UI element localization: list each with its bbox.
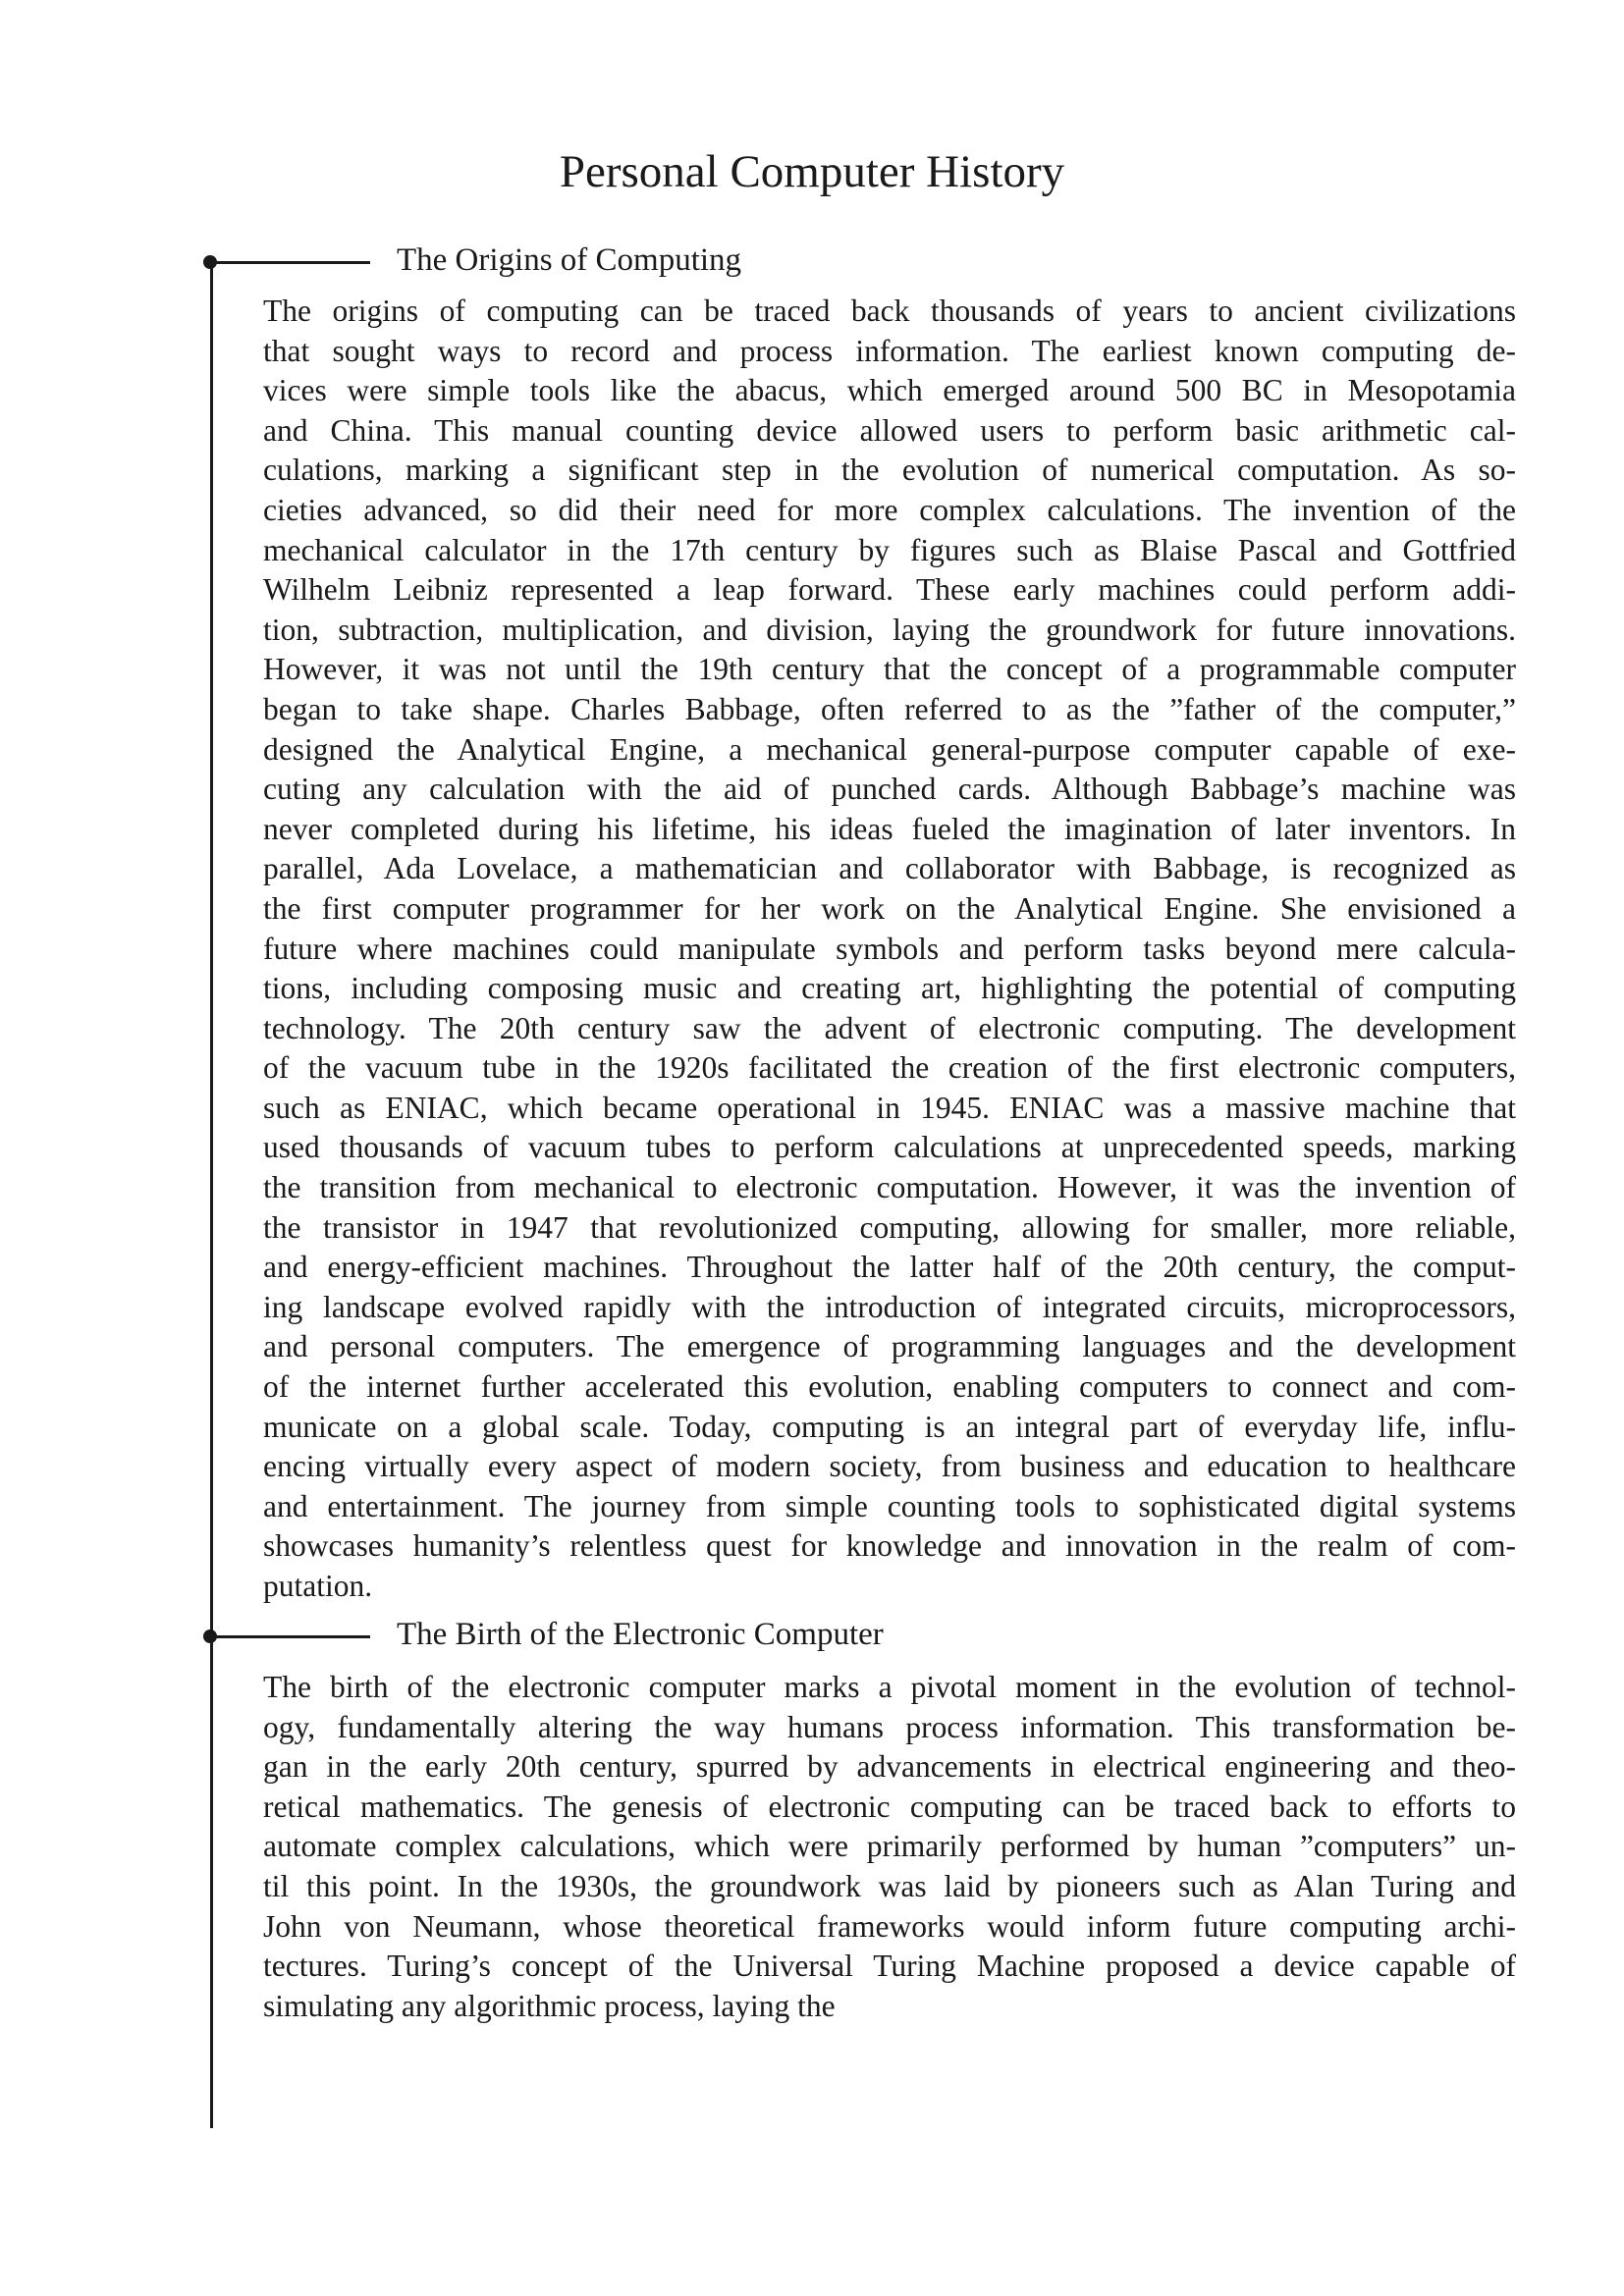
paragraph-line: tectures. Turing’s concept of the Universal Turing Machine proposed a device capable of: [263, 1949, 1516, 1984]
timeline-line: [210, 258, 213, 2128]
paragraph-line: used thousands of vacuum tubes to perform calculations at unprecedented speeds, marking: [263, 1130, 1516, 1165]
paragraph-line: encing virtually every aspect of modern society, from business and education to healthcare: [263, 1449, 1516, 1484]
paragraph-line: designed the Analytical Engine, a mechanical general-purpose computer capable of exe-: [263, 731, 1516, 767]
paragraph-line: simulating any algorithmic process, laying the: [263, 1988, 836, 2023]
paragraph-line: Wilhelm Leibniz represented a leap forward. These early machines could perform addi-: [263, 572, 1516, 608]
paragraph-line: tion, subtraction, multiplication, and division, laying the groundwork for future innovations.: [263, 612, 1516, 647]
paragraph-line: ing landscape evolved rapidly with the introduction of integrated circuits, microprocessors,: [263, 1289, 1516, 1324]
timeline-tick: [210, 1635, 370, 1638]
paragraph-line: putation.: [263, 1569, 373, 1603]
paragraph-line: parallel, Ada Lovelace, a mathematician and collaborator with Babbage, is recognized as: [263, 851, 1516, 886]
paragraph-line: retical mathematics. The genesis of electronic computing can be traced back to efforts to: [263, 1789, 1516, 1824]
paragraph-line: tions, including composing music and creating art, highlighting the potential of computing: [263, 971, 1516, 1006]
paragraph-line: The birth of the electronic computer marks a pivotal moment in the evolution of technol-: [263, 1670, 1516, 1704]
paragraph-line: the first computer programmer for her work on the Analytical Engine. She envisioned a: [263, 890, 1516, 926]
paragraph-line: and energy-efficient machines. Throughout the latter half of the 20th century, the comput-: [263, 1250, 1516, 1285]
timeline-tick: [210, 261, 370, 264]
paragraph-line: of the vacuum tube in the 1920s facilitated the creation of the first electronic computers,: [263, 1050, 1516, 1086]
paragraph-line: and China. This manual counting device allowed users to perform basic arithmetic cal-: [263, 412, 1516, 448]
paragraph-line: John von Neumann, whose theoretical frameworks would inform future computing archi-: [263, 1908, 1516, 1944]
paragraph-line: showcases humanity’s relentless quest for knowledge and innovation in the realm of com-: [263, 1528, 1516, 1564]
paragraph-line: the transition from mechanical to electronic computation. However, it was the invention of: [263, 1170, 1516, 1205]
paragraph-line: technology. The 20th century saw the advent of electronic computing. The development: [263, 1010, 1516, 1045]
paragraph-line: municate on a global scale. Today, computing is an integral part of everyday life, influ-: [263, 1409, 1516, 1444]
paragraph-line: The origins of computing can be traced back thousands of years to ancient civilizations: [263, 294, 1516, 328]
paragraph-line: future where machines could manipulate symbols and perform tasks beyond mere calcula-: [263, 931, 1516, 966]
section-marker: [203, 1629, 370, 1644]
section-body-electronic: [263, 1668, 1516, 2026]
paragraph-line: cuting any calculation with the aid of punched cards. Although Babbage’s machine was: [263, 772, 1516, 807]
paragraph-line: of the internet further accelerated this evolution, enabling computers to connect and com-: [263, 1369, 1516, 1405]
section-body-origins: [263, 292, 1516, 1607]
paragraph-line: However, it was not until the 19th century that the concept of a programmable computer: [263, 652, 1516, 687]
section-heading-electronic: The Birth of the Electronic Computer: [397, 1617, 884, 1652]
paragraph-line: mechanical calculator in the 17th century by figures such as Blaise Pascal and Gottfried: [263, 532, 1516, 567]
paragraph-line: and entertainment. The journey from simple counting tools to sophisticated digital systems: [263, 1488, 1516, 1523]
paragraph-line: culations, marking a significant step in the evolution of numerical computation. As so-: [263, 453, 1516, 488]
paragraph-line: the transistor in 1947 that revolutionized computing, allowing for smaller, more reliable,: [263, 1209, 1516, 1245]
paragraph-line: such as ENIAC, which became operational in 1945. ENIAC was a massive machine that: [263, 1090, 1516, 1125]
paragraph-line: never completed during his lifetime, his ideas fueled the imagination of later inventors. In: [263, 811, 1516, 846]
paragraph-line: and personal computers. The emergence of programming languages and the development: [263, 1329, 1516, 1364]
paragraph-line: automate complex calculations, which were primarily performed by human ”computers” un-: [263, 1829, 1516, 1864]
page-title: Personal Computer History: [559, 146, 1065, 197]
paragraph-line: cieties advanced, so did their need for more complex calculations. The invention of the: [263, 492, 1516, 527]
paragraph-line: gan in the early 20th century, spurred by advancements in electrical engineering and theo-: [263, 1749, 1516, 1785]
section-marker: [203, 254, 370, 270]
paragraph-line: ogy, fundamentally altering the way humans process information. This transformation be-: [263, 1709, 1516, 1744]
paragraph-line: vices were simple tools like the abacus, which emerged around 500 BC in Mesopotamia: [263, 373, 1516, 408]
paragraph-line: began to take shape. Charles Babbage, often referred to as the ”father of the computer,”: [263, 691, 1516, 726]
section-heading-origins: The Origins of Computing: [397, 242, 742, 278]
paragraph-line: that sought ways to record and process information. The earliest known computing de-: [263, 333, 1516, 368]
paragraph-line: til this point. In the 1930s, the groundwork was laid by pioneers such as Alan Turing and: [263, 1868, 1516, 1903]
